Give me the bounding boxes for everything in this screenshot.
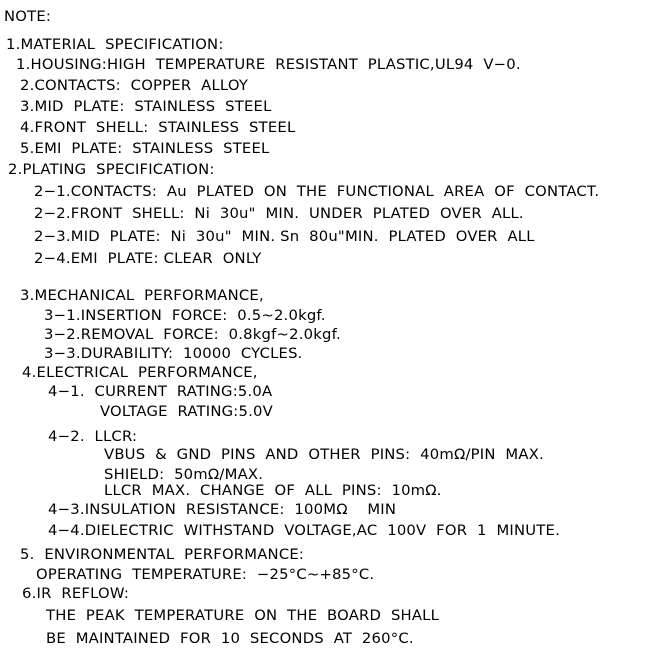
llcr-heading: 4−2. LLCR: <box>48 429 138 445</box>
mechanical-item: 3−1.INSERTION FORCE: 0.5~2.0kgf. <box>44 308 326 324</box>
plating-item: 2−1.CONTACTS: Au PLATED ON THE FUNCTIONAL AREA OF CONTACT. <box>34 184 600 200</box>
material-item: 2.CONTACTS: COPPER ALLOY <box>20 78 249 94</box>
plating-item: 2−4.EMI PLATE: CLEAR ONLY <box>34 251 262 267</box>
voltage-rating: VOLTAGE RATING:5.0V <box>100 404 273 420</box>
material-heading: 1.MATERIAL SPECIFICATION: <box>6 37 224 53</box>
mechanical-item: 3−2.REMOVAL FORCE: 0.8kgf~2.0kgf. <box>44 327 341 343</box>
note-title: NOTE: <box>4 9 52 25</box>
llcr-item: LLCR MAX. CHANGE OF ALL PINS: 10mΩ. <box>104 483 442 499</box>
llcr-item: VBUS & GND PINS AND OTHER PINS: 40mΩ/PIN MAX. <box>104 447 544 463</box>
dielectric-voltage: 4−4.DIELECTRIC WITHSTAND VOLTAGE,AC 100V FOR 1 MINUTE. <box>48 523 560 539</box>
material-item: 3.MID PLATE: STAINLESS STEEL <box>20 99 272 115</box>
plating-item: 2−3.MID PLATE: Ni 30u" MIN. Sn 80u"MIN. PLATED OVER ALL <box>34 229 535 245</box>
operating-temperature: OPERATING TEMPERATURE: −25°C~+85°C. <box>36 567 375 583</box>
electrical-heading: 4.ELECTRICAL PERFORMANCE, <box>22 365 258 381</box>
mechanical-item: 3−3.DURABILITY: 10000 CYCLES. <box>44 346 303 362</box>
material-item: 1.HOUSING:HIGH TEMPERATURE RESISTANT PLASTIC,UL94 V−0. <box>16 57 521 73</box>
plating-heading: 2.PLATING SPECIFICATION: <box>8 162 215 178</box>
ir-reflow-line: BE MAINTAINED FOR 10 SECONDS AT 260°C. <box>46 631 414 647</box>
material-item: 4.FRONT SHELL: STAINLESS STEEL <box>20 120 296 136</box>
insulation-resistance: 4−3.INSULATION RESISTANCE: 100MΩ MIN <box>48 502 397 518</box>
llcr-item: SHIELD: 50mΩ/MAX. <box>104 467 264 483</box>
ir-reflow-line: THE PEAK TEMPERATURE ON THE BOARD SHALL <box>46 608 440 624</box>
material-item: 5.EMI PLATE: STAINLESS STEEL <box>20 141 270 157</box>
current-rating: 4−1. CURRENT RATING:5.0A <box>48 384 273 400</box>
environmental-heading: 5. ENVIRONMENTAL PERFORMANCE: <box>20 547 305 563</box>
plating-item: 2−2.FRONT SHELL: Ni 30u" MIN. UNDER PLATED OVER ALL. <box>34 206 524 222</box>
mechanical-heading: 3.MECHANICAL PERFORMANCE, <box>20 288 264 304</box>
ir-reflow-heading: 6.IR REFLOW: <box>22 586 130 602</box>
